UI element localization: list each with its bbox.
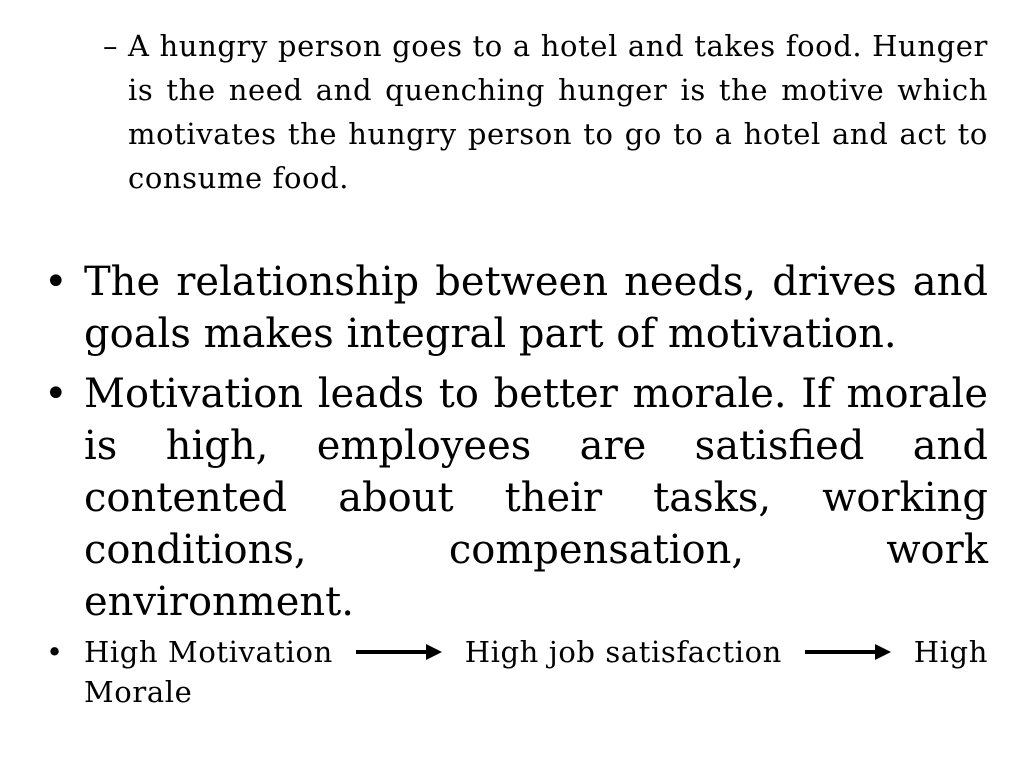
flow-step-morale: Morale xyxy=(84,675,193,709)
bullet-marker: • xyxy=(44,259,68,305)
flow-bullet xyxy=(84,632,988,712)
dash-bullet-marker: – xyxy=(103,29,118,63)
right-arrow-icon xyxy=(805,643,891,661)
right-arrow-icon xyxy=(356,643,442,661)
flow-step-high: High xyxy=(913,635,988,669)
bullet-marker: • xyxy=(44,371,68,417)
bullet-text-relationship: The relationship between needs, drives and goals makes integral part of motivation. xyxy=(84,259,988,357)
flow-step-high-job-satisfaction: High job satisfaction xyxy=(464,635,782,669)
flow-line xyxy=(84,632,988,672)
sub-bullet-text: A hungry person goes to a hotel and takes food. Hunger is the need and quenching hunger is the motive which motivates the hungry person to go to a hotel and act to consume food. xyxy=(128,29,988,195)
bullet-marker: • xyxy=(46,635,64,669)
flow-step-high-motivation: High Motivation xyxy=(84,635,333,669)
bullet-text-morale: Motivation leads to better morale. If morale is high, employees are satisfied and contented about their tasks, working conditions, compensation, work environment. xyxy=(84,371,988,625)
